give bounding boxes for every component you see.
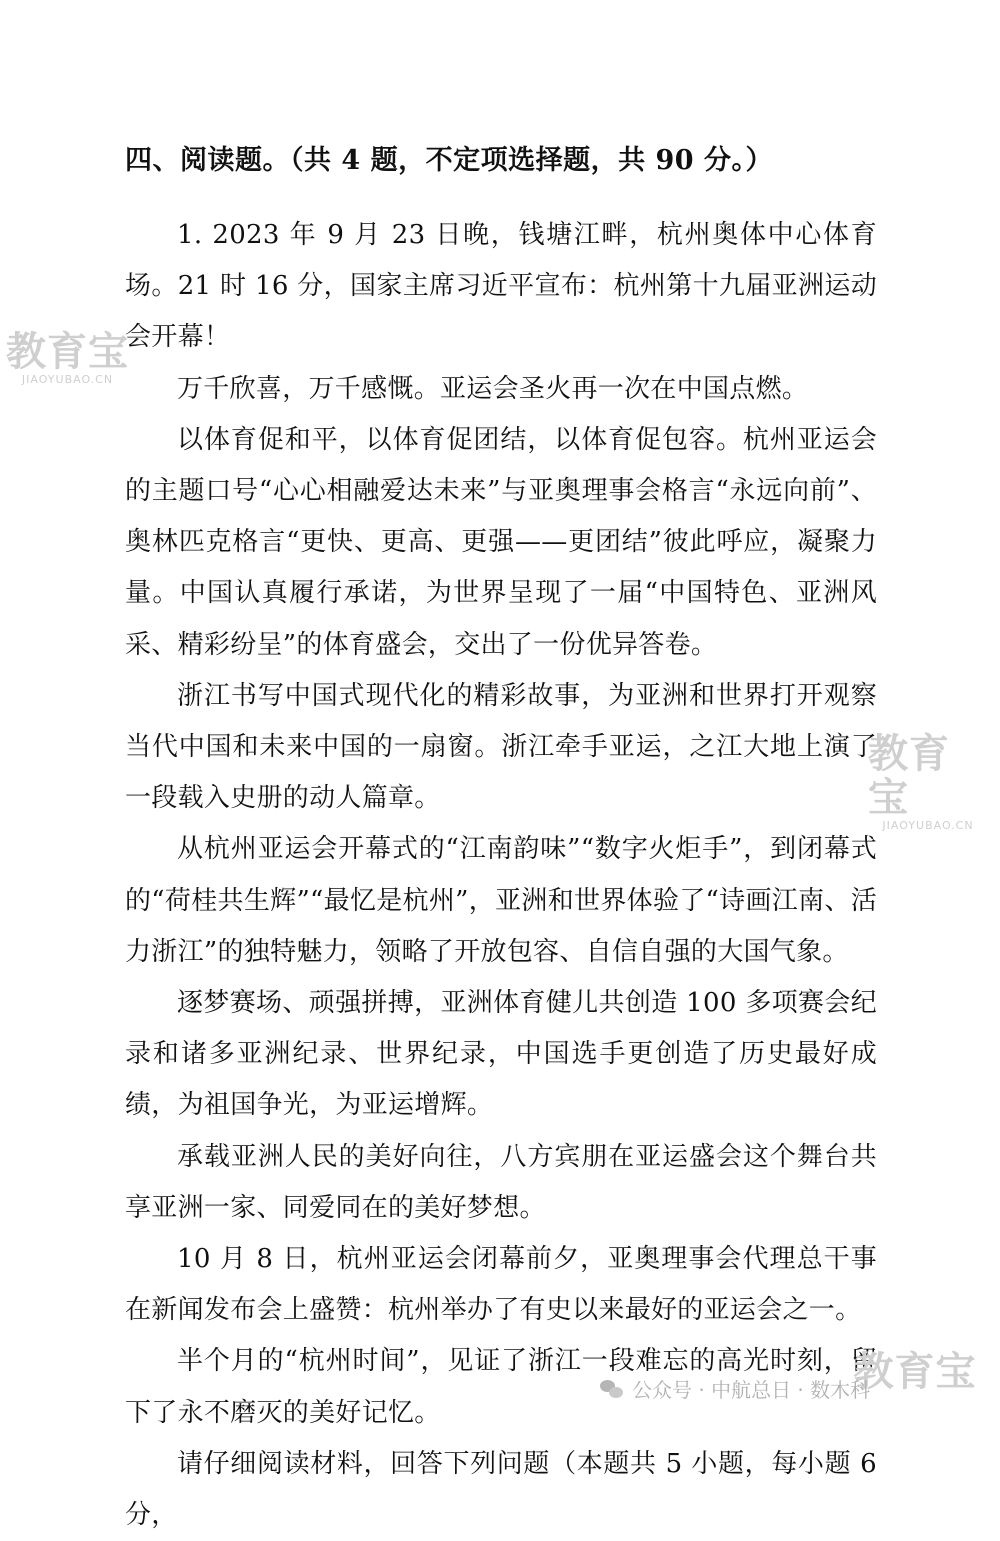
watermark-text: 教育宝 — [6, 330, 129, 375]
paragraph: 万千欣喜，万千感慨。亚运会圣火再一次在中国点燃。 — [177, 373, 809, 404]
section-heading: 四、阅读题。（共 4 题，不定项选择题，共 90 分。） — [125, 145, 773, 176]
watermark-logo — [868, 732, 988, 832]
paragraph-question-prompt: 请仔细阅读材料，回答下列问题（本题共 5 小题，每小题 6 分， — [125, 1448, 877, 1531]
paragraph: 1. 2023 年 9 月 23 日晚，钱塘江畔，杭州奥体中心体育场。21 时 16 分，国家主席习近平宣布：杭州第十九届亚洲运动会开幕！ — [125, 220, 877, 353]
watermark-url: JIAOYUBAO.CN — [21, 373, 114, 386]
paragraph: 浙江书写中国式现代化的精彩故事，为亚洲和世界打开观察当代中国和未来中国的一扇窗。浙江牵手亚运，之江大地上演了一段载入史册的动人篇章。 — [125, 680, 877, 814]
paragraph: 承载亚洲人民的美好向往，八方宾朋在亚运盛会这个舞台共享亚洲一家、同爱同在的美好梦想。 — [125, 1141, 877, 1223]
paragraph: 半个月的“杭州时间”，见证了浙江一段难忘的高光时刻，留下了永不磨灭的美好记忆。 — [125, 1346, 877, 1428]
paragraph: 从杭州亚运会开幕式的“江南韵味”“数字火炬手”，到闭幕式的“荷桂共生辉”“最忆是杭州”，亚洲和世界体验了“诗画江南、活力浙江”的独特魅力，领略了开放包容、自信自强的大国气象。 — [125, 834, 877, 967]
paragraph: 10 月 8 日，杭州亚运会闭幕前夕，亚奥理事会代理总干事在新闻发布会上盛赞：杭州举办了有史以来最好的亚运会之一。 — [125, 1244, 877, 1326]
watermark-text: 教育宝 — [853, 1349, 977, 1395]
footer-source-text: 公众号 · 中航总日 · 数木科 — [632, 1378, 871, 1402]
paragraph: 逐梦赛场、顽强拼搏，亚洲体育健儿共创造 100 多项赛会纪录和诸多亚洲纪录、世界纪录，中国选手更创造了历史最好成绩，为祖国争光，为亚运增辉。 — [125, 988, 877, 1121]
watermark-logo — [0, 330, 135, 386]
paragraph: 以体育促和平，以体育促团结，以体育促包容。杭州亚运会的主题口号“心心相融爱达未来”与亚奥理事会格言“永远向前”、奥林匹克格言“更快、更高、更强——更团结”彼此呼应，凝聚力量。中国认真履行承诺，为世界呈现了一届“中国特色、亚洲风采、精彩纷呈”的体育盛会，交出了一份优异答卷。 — [125, 424, 877, 660]
footer-source-watermark — [600, 1376, 870, 1404]
watermark-text: 教育宝 — [868, 731, 950, 821]
wechat-icon — [600, 1380, 624, 1400]
watermark-url: JIAOYUBAO.CN — [882, 819, 974, 832]
passage-body — [125, 210, 877, 1541]
